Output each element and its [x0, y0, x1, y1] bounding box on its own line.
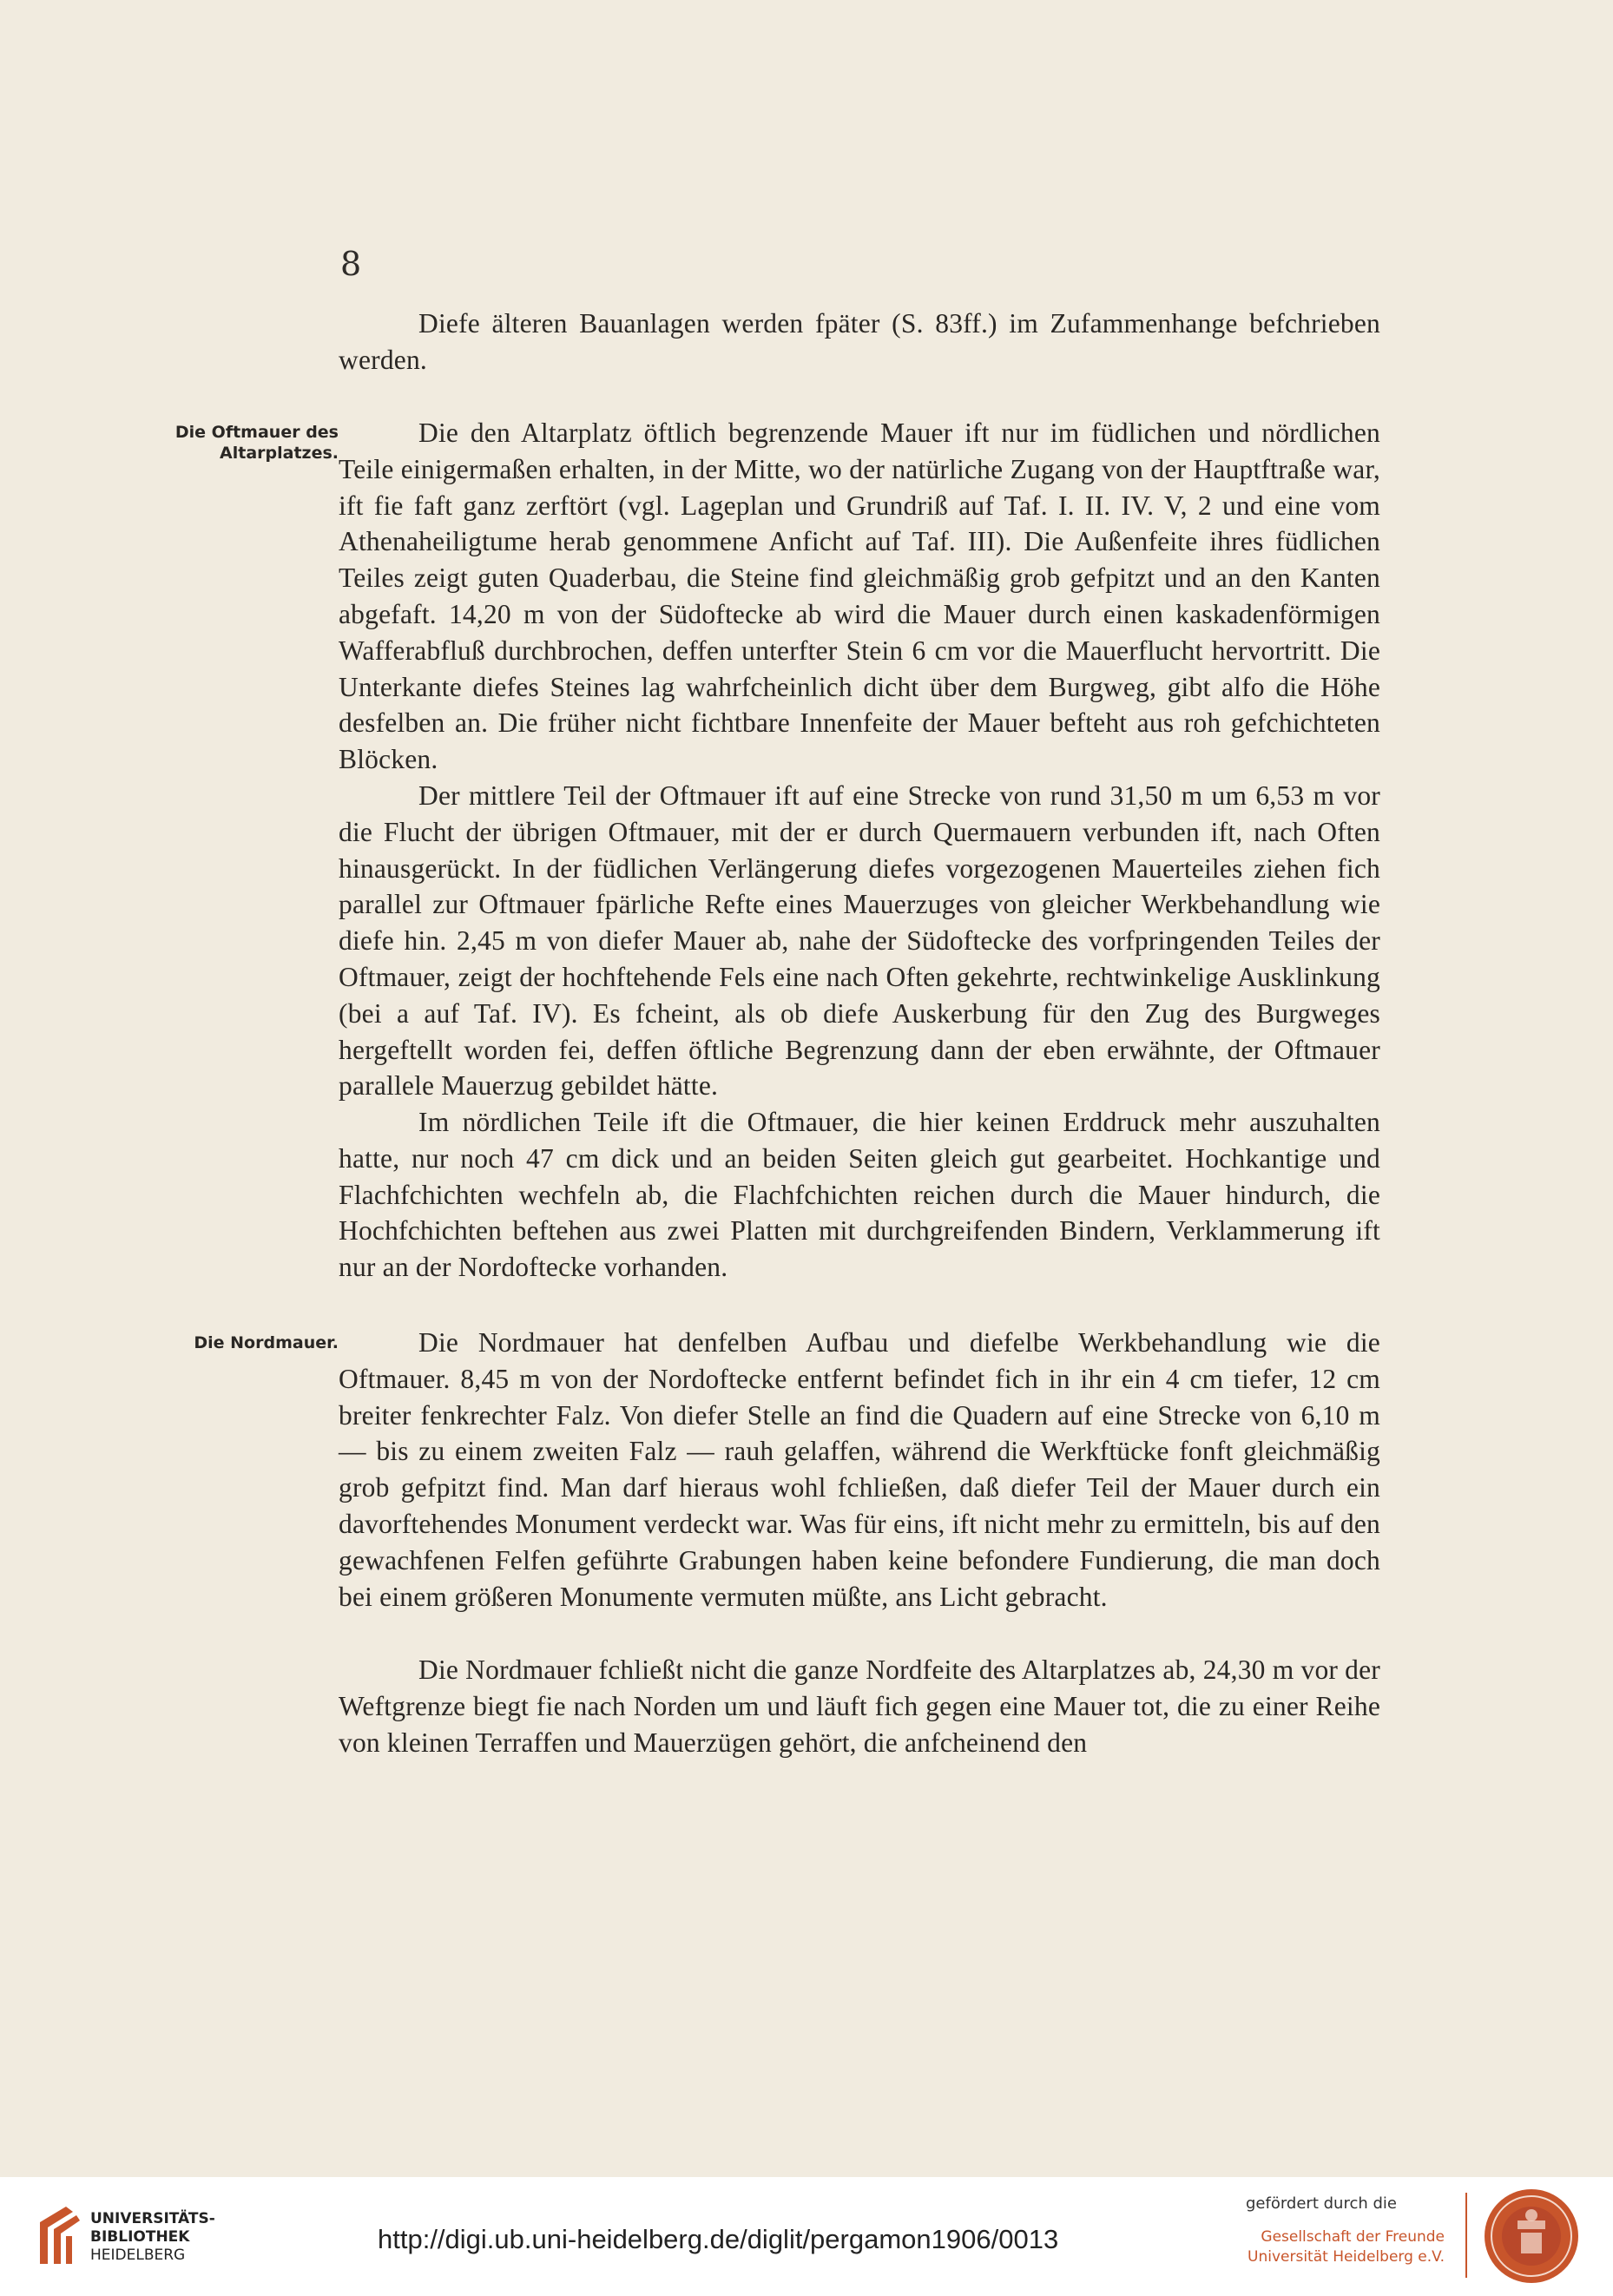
- margin-note-ostmauer: Die Oftmauer des Altarplatzes.: [174, 423, 339, 463]
- margin-note-nordmauer: Die Nordmauer.: [194, 1333, 339, 1352]
- footer-divider: [1465, 2193, 1467, 2278]
- paragraph-nordmauer-2: Die Nordmauer fchließt nicht die ganze Nordfeite des Altarplatzes ab, 24,30 m vor der Weftgrenze biegt fie nach Norden um und läuft fich gegen eine Mauer tot, die zu einer Reihe von kleinen Terraffen und Mauerzügen gehört, die anfcheinend den: [339, 1655, 1380, 1758]
- intro-paragraph: Diefe älteren Bauanlagen werden fpäter (S. 83ff.) im Zufammenhange befchrieben werden.: [339, 308, 1380, 375]
- funded-by-label: gefördert durch die: [1246, 2194, 1397, 2213]
- library-name-line: BIBLIOTHEK: [90, 2228, 190, 2246]
- library-name-line: HEIDELBERG: [90, 2247, 186, 2264]
- paragraph-nordmauer-1: Die Nordmauer hat denfelben Aufbau und diefelbe Werkbehandlung wie die Oftmauer. 8,45 m von der Nordoftecke entfernt befindet fich in ihr ein 4 cm tiefer, 12 cm breiter fenkrechter Falz. Von diefer Stelle an find die Quadern auf eine Strecke von 6,10 m — bis zu einem zweiten Falz — rauh gelaffen, während die Werkftücke fonft gleichmäßig grob gefpitzt find. Man darf hieraus wohl fchließen, daß diefer Teil der Mauer durch ein davorftehendes Monument verdeckt war. Was für eins, ift nicht mehr zu ermitteln, bis auf den gewachfenen Felfen geführte Grabungen haben keine befondere Fundierung, die man doch bei einem größeren Monumente vermuten müßte, ans Licht gebracht.: [339, 1327, 1380, 1612]
- footer-bar: [0, 2177, 1613, 2296]
- university-seal-icon: [1483, 2186, 1580, 2286]
- society-name-line: Gesellschaft der Freunde: [1261, 2228, 1445, 2246]
- society-name: [1233, 2227, 1445, 2267]
- library-name: [90, 2210, 215, 2265]
- library-name-line: UNIVERSITÄTS-: [90, 2210, 215, 2227]
- paragraph-ostmauer-3: Im nördlichen Teile ift die Oftmauer, die hier keinen Erddruck mehr auszuhalten hatte, nur noch 47 cm dick und an beiden Seiten gleich gut gearbeitet. Hochkantige und Flachfchichten wechfeln ab, die Flachfchichten reichen durch die Mauer hindurch, die Hochfchichten beftehen aus zwei Platten mit durchgreifenden Bindern, Verklammerung ift nur an der Nordoftecke vorhanden.: [339, 1107, 1380, 1283]
- society-name-line: Universität Heidelberg e.V.: [1248, 2248, 1445, 2266]
- library-logo-icon: [36, 2205, 83, 2267]
- page-number: 8: [340, 245, 362, 283]
- source-url-link[interactable]: http://digi.ub.uni-heidelberg.de/diglit/pergamon1906/0013: [378, 2224, 1059, 2254]
- paragraph-ostmauer-2: Der mittlere Teil der Oftmauer ift auf eine Strecke von rund 31,50 m um 6,53 m vor die Flucht der übrigen Oftmauer, mit der er durch Quermauern verbunden ift, nach Often hinausgerückt. In der füdlichen Verlängerung diefes vorgezogenen Mauerteiles ziehen fich parallel zur Oftmauer fpärliche Refte eines Mauerzuges von gleicher Werkbehandlung wie diefe hin. 2,45 m von diefer Mauer ab, nahe der Südoftecke des vorfpringenden Teiles der Oftmauer, zeigt der hochftehende Fels eine nach Often gekehrte, rechtwinkelige Ausklinkung (bei a auf Taf. IV). Es fcheint, als ob diefe Auskerbung für den Zug des Burgweges hergeftellt worden fei, deffen öftliche Begrenzung dann der eben erwähnte, der Oftmauer parallele Mauerzug gebildet hätte.: [339, 780, 1380, 1102]
- paragraph-ostmauer-1: Die den Altarplatz öftlich begrenzende Mauer ift nur im füdlichen und nördlichen Teile einigermaßen erhalten, in der Mitte, wo der natürliche Zugang von der Hauptftraße war, ift fie faft ganz zerftört (vgl. Lageplan und Grundriß auf Taf. I. II. IV. V, 2 und eine vom Athenaheiligtume herab genommene Anficht auf Taf. III). Die Außenfeite ihres füdlichen Teiles zeigt guten Quaderbau, die Steine find gleichmäßig grob gefpitzt und an den Kanten abgefaft. 14,20 m von der Südoftecke ab wird die Mauer durch einen kaskadenförmigen Wafferabfluß durchbrochen, deffen unterfter Stein 6 cm vor die Mauerflucht hervortritt. Die Unterkante diefes Steines lag wahrfcheinlich dicht über dem Burgweg, gibt alfo die Höhe desfelben an. Die früher nicht fichtbare Innenfeite der Mauer befteht aus roh gefchichteten Blöcken.: [339, 418, 1380, 775]
